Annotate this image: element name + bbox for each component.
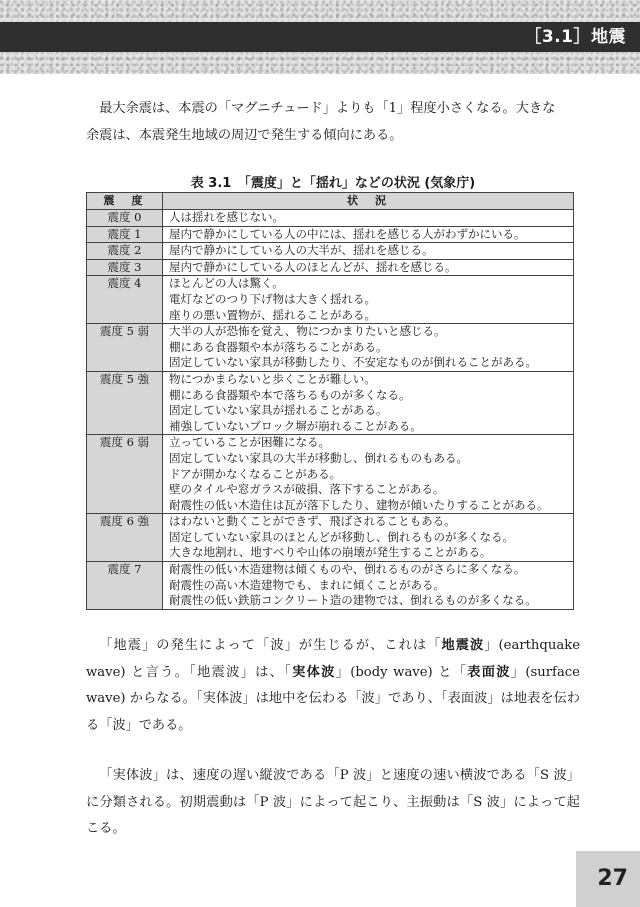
table-row <box>87 226 574 243</box>
section-title: ［3.1］地震 <box>524 27 626 47</box>
situation-description <box>163 259 574 276</box>
situation-line: 電灯などのつり下げ物は大きく揺れる。 <box>169 291 376 306</box>
situation-description <box>163 324 574 372</box>
table-row <box>87 259 574 276</box>
situation-line: 固定していない家具が移動したり、不安定なものが倒れることがある。 <box>169 355 537 370</box>
table-row <box>87 324 574 372</box>
situation-line: はわないと動くことができず、飛ばされることもある。 <box>169 514 456 529</box>
table-row <box>87 371 574 434</box>
intensity-level: 震度 5 強 <box>87 371 163 434</box>
situation-line: 大半の人が恐怖を覚え、物につかまりたいと感じる。 <box>169 324 446 339</box>
intensity-level: 震度 5 弱 <box>87 324 163 372</box>
intro-paragraph <box>86 96 580 149</box>
intensity-level: 震度 1 <box>87 226 163 243</box>
situation-line: 屋内で静かにしている人のほとんどが、揺れを感じる。 <box>169 259 457 274</box>
table-row <box>87 562 574 610</box>
intensity-level: 震度 4 <box>87 276 163 324</box>
intro-line-1: 最大余震は、本震の「マグニチュード」よりも「1」程度小さくなる。大きな <box>99 101 556 116</box>
seismic-intensity-table <box>86 192 574 610</box>
term-surface-wave: 表面波 <box>467 664 511 680</box>
para2-text-3: 」(body wave) と「 <box>335 664 468 680</box>
intensity-level: 震度 6 強 <box>87 514 163 562</box>
situation-line: 座りの悪い置物が、揺れることがある。 <box>169 307 376 322</box>
para2-text-1: 「地震」の発生によって「波」が生じるが、これは「 <box>99 638 442 653</box>
situation-description <box>163 514 574 562</box>
paragraph-seismic-waves <box>86 633 580 739</box>
table-row <box>87 276 574 324</box>
table-row <box>87 435 574 514</box>
intensity-level: 震度 6 弱 <box>87 435 163 514</box>
situation-line: 耐震性の低い木造建物は傾くものや、倒れるものがさらに多くなる。 <box>169 562 526 577</box>
paragraph-p-s-waves: 「実体波」は、速度の遅い縦波である「P 波」と速度の速い横波である「S 波」に分類される。初期震動は「P 波」によって起こり、主振動は「S 波」によって起こる。 <box>86 768 580 836</box>
situation-description <box>163 562 574 610</box>
table-header-row <box>87 193 574 210</box>
situation-line: 壁のタイルや窓ガラスが破損、落下することがある。 <box>169 482 445 497</box>
situation-line: 人は揺れを感じない。 <box>169 210 284 224</box>
para2-text-2: 」(earthquake wave) と言う。「地震波」は、「 <box>86 638 581 680</box>
intensity-level: 震度 7 <box>87 562 163 610</box>
para2-text-4: 」(surface wave) からなる。「実体波」は地中を伝わる「波」であり、「表面波」は地表を伝わる「波」である。 <box>86 664 580 733</box>
situation-line: ドアが開かなくなることがある。 <box>169 466 342 481</box>
situation-description <box>163 243 574 260</box>
table-row <box>87 243 574 260</box>
term-seismic-wave: 地震波 <box>441 638 485 653</box>
table-caption: 表 3.1 「震度」と「揺れ」などの状況 (気象庁) <box>190 176 476 191</box>
intro-line-2: 余震は、本震発生地域の周辺で発生する傾向にある。 <box>86 127 403 143</box>
situation-line: 棚にある食器類や本で落ちるものが多くなる。 <box>169 387 411 402</box>
header-intensity: 震 度 <box>87 193 163 210</box>
situation-line: 大きな地割れ、地すべりや山体の崩壊が発生することがある。 <box>169 545 492 560</box>
header-situation: 状 況 <box>163 193 574 210</box>
situation-line: 物につかまらないと歩くことが難しい。 <box>169 371 376 386</box>
intensity-level: 震度 3 <box>87 259 163 276</box>
situation-line: 補強していないブロック塀が崩れることがある。 <box>169 418 422 433</box>
situation-line: ほとんどの人は驚く。 <box>169 276 284 291</box>
situation-line: 耐震性の低い木造住は瓦が落下したり、建物が傾いたりすることがある。 <box>169 497 549 512</box>
situation-line: 立っていることが困難になる。 <box>169 435 330 450</box>
page-number: 27 <box>597 866 628 891</box>
table-body <box>87 210 574 610</box>
situation-description <box>163 276 574 324</box>
situation-line: 固定していない家具の大半が移動し、倒れるものもある。 <box>169 450 468 465</box>
table-row <box>87 514 574 562</box>
situation-line: 耐震性の低い鉄筋コンクリート造の建物では、倒れるものが多くなる。 <box>169 593 537 608</box>
situation-line: 固定していない家具が揺れることがある。 <box>169 403 388 418</box>
situation-description <box>163 435 574 514</box>
situation-description <box>163 210 574 227</box>
situation-line: 屋内で静かにしている人の大半が、揺れを感じる。 <box>169 243 434 258</box>
intensity-level: 震度 2 <box>87 243 163 260</box>
situation-line: 耐震性の高い木造建物でも、まれに傾くことがある。 <box>169 577 445 592</box>
situation-line: 屋内で静かにしている人の中には、揺れを感じる人がわずかにいる。 <box>169 226 526 241</box>
term-body-wave: 実体波 <box>292 664 336 680</box>
situation-description <box>163 226 574 243</box>
situation-description <box>163 371 574 434</box>
table-row <box>87 210 574 227</box>
situation-line: 固定していない家具のほとんどが移動し、倒れるものが多くなる。 <box>169 529 514 544</box>
situation-line: 棚にある食器類や本が落ちることがある。 <box>169 339 388 354</box>
intensity-level: 震度 0 <box>87 210 163 227</box>
